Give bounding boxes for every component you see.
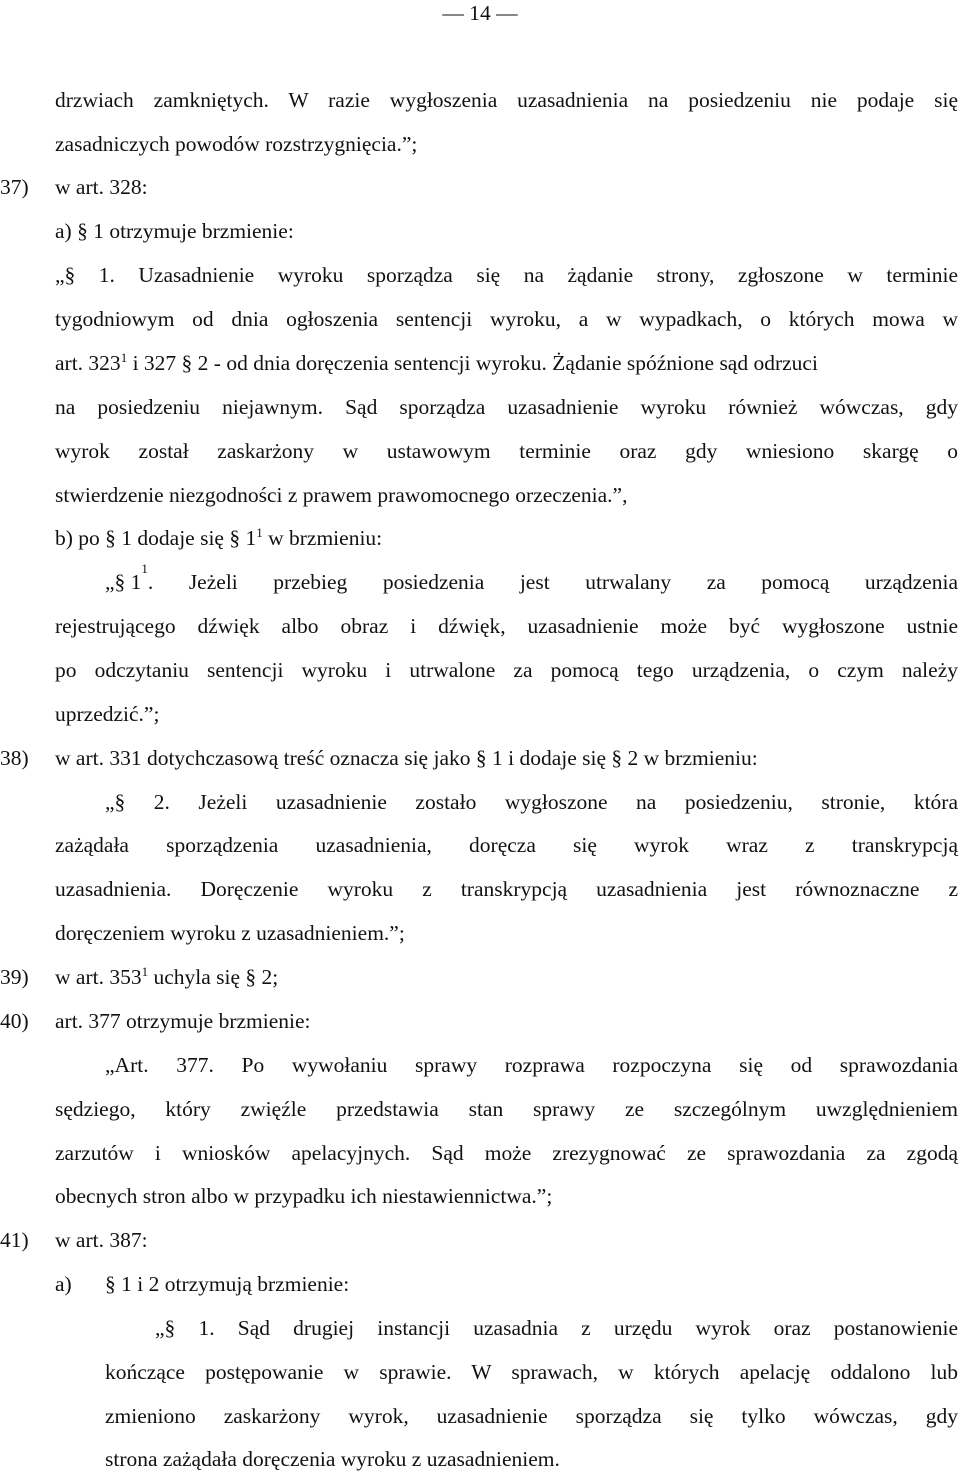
- text-line: strona zażądała doręczenia wyroku z uzasadnieniem.: [105, 1447, 560, 1471]
- text-line: na posiedzeniu niejawnym. Sąd sporządza uzasadnienie wyroku również wówczas, gdy: [55, 395, 958, 419]
- text-line: zasadniczych powodów rozstrzygnięcia.”;: [55, 132, 418, 156]
- text-line: wyrok został zaskarżony w ustawowym terminie oraz gdy wniesiono skargę o: [55, 439, 958, 463]
- text-line: sędziego, który zwięźle przedstawia stan sprawy ze szczególnym uwzględnieniem: [55, 1097, 958, 1121]
- text-line: doręczeniem wyroku z uzasadnieniem.”;: [55, 921, 405, 945]
- item-number-38: 38): [0, 746, 29, 770]
- text-line: po odczytaniu sentencji wyroku i utrwalone za pomocą tego urządzenia, o czym należy: [55, 658, 958, 682]
- text-line: zażądała sporządzenia uzasadnienia, doręcza się wyrok wraz z transkrypcją: [55, 833, 958, 857]
- sub-item-letter: a): [55, 1272, 72, 1296]
- text-line: art. $323^1$ i 327 § 2 - od dnia doręczenia sentencji wyroku. Żądanie spóźnione sąd odrzuci: [55, 350, 818, 375]
- text-line: a) § 1 otrzymuje brzmienie:: [55, 219, 294, 243]
- text-line: uzasadnienia. Doręczenie wyroku z transkrypcją uzasadnienia jest równoznaczne z: [55, 877, 958, 901]
- text-line: w art. 331 dotychczasową treść oznacza się jako § 1 i dodaje się § 2 w brzmieniu:: [55, 746, 758, 770]
- text-line: w art. 387:: [55, 1228, 148, 1252]
- item-number-39: 39): [0, 965, 29, 989]
- text-line: „Art. 377. Po wywołaniu sprawy rozprawa rozpoczyna się od sprawozdania: [105, 1053, 958, 1077]
- text-line: obecnych stron albo w przypadku ich niestawiennictwa.”;: [55, 1184, 553, 1208]
- text-line: „§ 2. Jeżeli uzasadnienie zostało wygłoszone na posiedzeniu, stronie, która: [105, 790, 958, 814]
- text-line: stwierdzenie niezgodności z prawem prawomocnego orzeczenia.”,: [55, 483, 628, 507]
- text-line: w art. $353^1$ uchyla się § 2;: [55, 964, 279, 989]
- text-line: tygodniowym od dnia ogłoszenia sentencji wyroku, a w wypadkach, o których mowa w: [55, 307, 958, 331]
- item-number-41: 41): [0, 1228, 29, 1252]
- text-line: „§ 1. Sąd drugiej instancji uzasadnia z urzędu wyrok oraz postanowienie: [155, 1316, 958, 1340]
- text-line: § 1 i 2 otrzymują brzmienie:: [105, 1272, 350, 1296]
- page-number: — 14 —: [442, 1, 518, 25]
- text-line: art. 377 otrzymuje brzmienie:: [55, 1009, 311, 1033]
- text-line: „§ 1 1 . Jeżeli przebieg posiedzenia jest utrwalany za pomocą urządzenia: [105, 561, 958, 594]
- text-line: w art. 328:: [55, 175, 148, 199]
- text-line: zarzutów i wniosków apelacyjnych. Sąd może zrezygnować ze sprawozdania za zgodą: [55, 1141, 958, 1165]
- text-line: „§ 1. Uzasadnienie wyroku sporządza się na żądanie strony, zgłoszone w terminie: [55, 263, 958, 287]
- text-line: uprzedzić.”;: [55, 702, 160, 726]
- item-number-37: 37): [0, 175, 29, 199]
- text-line: rejestrującego dźwięk albo obraz i dźwięk, uzasadnienie może być wygłoszone ustnie: [55, 614, 958, 638]
- item-number-40: 40): [0, 1009, 29, 1033]
- text-line: b) po § 1 dodaje się § $1^1$ w brzmieniu:: [55, 525, 383, 550]
- text-line: drzwiach zamkniętych. W razie wygłoszenia uzasadnienia na posiedzeniu nie podaje się: [55, 88, 958, 112]
- text-line: kończące postępowanie w sprawie. W sprawach, w których apelację oddalono lub: [105, 1360, 958, 1384]
- text-line: zmieniono zaskarżony wyrok, uzasadnienie sporządza się tylko wówczas, gdy: [105, 1404, 958, 1428]
